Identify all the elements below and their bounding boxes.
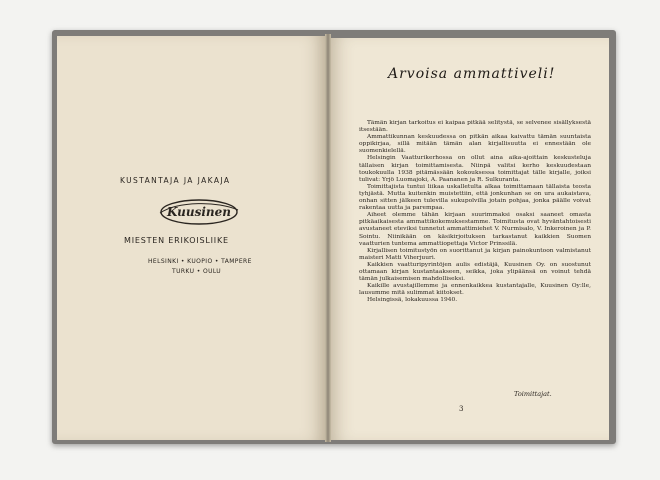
shop-name: MIESTEN ERIKOISLIIKE [124, 236, 229, 245]
paragraph: Aiheet olemme tähän kirjaan suurimmaksi osaksi saaneet omasta pitkäaikaisesta ammattikokemuksestamme. Toimitusta ovat hyväntahtoisesti avustaneet eteviksi tunnetut ammattimiehet V. Nurmisalo, V. Inkeroinen ja P. Sointu. Niinikään on käsikirjoituksen tarkastanut kaikkien Suomen vaatturien tuntema ammattiopettaja Victor Prinssilä. [359, 212, 591, 247]
cities-line-1: HELSINKI • KUOPIO • TAMPERE [148, 258, 252, 265]
paragraph: Ammattikunnan keskuudessa on pitkän aikaa kaivattu tämän suuntaista oppikirjaa, sillä mitään tämän alan kirjallisuutta ei ennestään ole suomenkielellä. [359, 134, 591, 155]
paragraph: Kirjallisen toimitustyön on suorittanut ja kirjan painokuntoon valmistanut maisteri Matti Viherjuuri. [359, 247, 591, 261]
paragraph: Kaikkien vaatturipyrintöjen aulis edistäjä, Kuusinen Oy. on suostunut ottamaan kirjan kustantaakseen, seikka, joka ylipäänsä on voinut tehdä tämän julkaisemisen mahdolliseksi. [359, 261, 591, 283]
page-heading: Arvoisa ammattiveli! [388, 66, 556, 82]
kuusinen-logo [158, 196, 240, 228]
body-text [359, 120, 591, 304]
cities-line-2: TURKU • OULU [172, 268, 222, 275]
paragraph: Tämän kirjan tarkoitus ei kaipaa pitkää selitystä, se selvenee sisällyksestä itsestään. [359, 120, 591, 134]
page-number: 3 [459, 405, 464, 413]
paragraph: Toimittajista tuntui liikaa uskalletulta alkaa toimittamaan tällaista teosta tyhjästä. Mutta kuitenkin muistettiin, että jonkunhan se on ura aukaistava, onhan sitten jälkeen tulevilla sukupolvilla jotain pohjaa, jonka päälle voivat rakentaa uutta ja parempaa. [359, 183, 591, 212]
signature: Toimittajat. [514, 390, 552, 398]
paragraph: Helsingin Vaatturikerhossa on ollut aina aika-ajoittain keskusteluja tällaisen kirjan toimittamisesta. Niinpä valitsi kerho keskuudestaan toukokuulla 1938 pitämässään kokouksessa toimittajat tälle kirjalle, joiksi tulivat: Yrjö Luomajoki, A. Paananen ja R. Sulkuranta. [359, 155, 591, 183]
svg-text:Kuusinen: Kuusinen [166, 205, 232, 219]
paragraph: Helsingissä, lokakuussa 1940. [367, 297, 458, 304]
paragraph: Kaikille avustajillemme ja ennenkaikkea kustantajalle, Kuusinen Oy:lle, lausumme mitä sulimmat kiitokset. [359, 283, 591, 297]
publisher-label: KUSTANTAJA JA JAKAJA [120, 176, 231, 185]
book-gutter [325, 34, 331, 442]
